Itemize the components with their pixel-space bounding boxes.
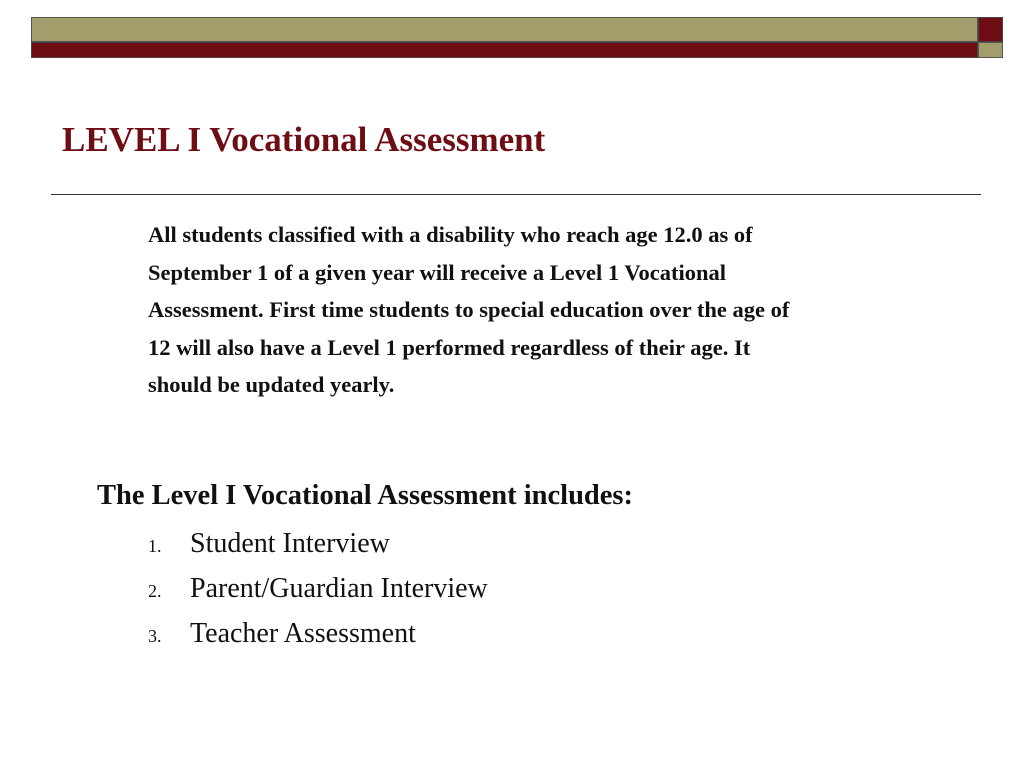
list-item: [148, 573, 488, 618]
list-item-number: 2.: [148, 581, 162, 601]
list-item-number: 3.: [148, 626, 162, 646]
list-item-label: Parent/Guardian Interview: [190, 573, 488, 604]
list-item-number: 1.: [148, 536, 162, 556]
assessment-list: [148, 528, 488, 663]
list-intro: The Level I Vocational Assessment includes:: [97, 480, 634, 511]
description-paragraph: All students classified with a disability who reach age 12.0 as of September 1 of a given year will receive a Level 1 Vocational Assessment. First time students to special education over the age of 12 will also have a Level 1 performed regardless of their age. It should be updated yearly.: [148, 222, 790, 398]
header-square-olive: [978, 42, 1003, 58]
list-item: [148, 618, 488, 663]
list-item-label: Student Interview: [190, 528, 390, 559]
list-item-label: Teacher Assessment: [190, 618, 416, 649]
title-divider: [51, 194, 981, 195]
header-square-maroon: [978, 17, 1003, 42]
list-item: [148, 528, 488, 573]
header-bar-olive: [31, 17, 978, 42]
header-bar-maroon: [31, 42, 978, 58]
slide-title: LEVEL I Vocational Assessment: [62, 120, 546, 159]
